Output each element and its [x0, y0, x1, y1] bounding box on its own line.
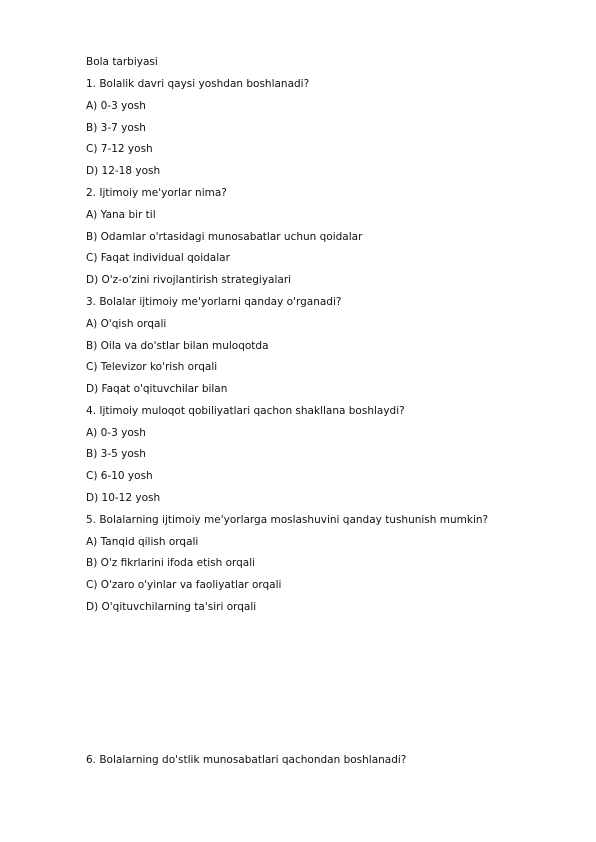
- question-2-option-d: D) O'z-o'zini rivojlantirish strategiyalari: [86, 274, 292, 286]
- question-3-option-d: D) Faqat o'qituvchilar bilan: [86, 383, 228, 395]
- question-2: 2. Ijtimoiy me'yorlar nima?: [86, 187, 227, 199]
- question-1: 1. Bolalik davri qaysi yoshdan boshlanadi?: [86, 78, 310, 90]
- question-4-option-d: D) 10-12 yosh: [86, 492, 161, 504]
- question-2-option-b: B) Odamlar o'rtasidagi munosabatlar uchun qoidalar: [86, 231, 363, 243]
- question-5: 5. Bolalarning ijtimoiy me'yorlarga moslashuvini qanday tushunish mumkin?: [86, 514, 489, 526]
- question-4-option-b: B) 3-5 yosh: [86, 448, 146, 460]
- question-1-option-d: D) 12-18 yosh: [86, 165, 161, 177]
- question-3-option-a: A) O'qish orqali: [86, 318, 167, 330]
- question-5-option-c: C) O'zaro o'yinlar va faoliyatlar orqali: [86, 579, 282, 591]
- question-4-option-c: C) 6-10 yosh: [86, 470, 153, 482]
- question-4: 4. Ijtimoiy muloqot qobiliyatlari qachon shakllana boshlaydi?: [86, 405, 405, 417]
- question-1-option-c: C) 7-12 yosh: [86, 143, 153, 155]
- question-3: 3. Bolalar ijtimoiy me'yorlarni qanday o'rganadi?: [86, 296, 342, 308]
- question-6: 6. Bolalarning do'stlik munosabatlari qachondan boshlanadi?: [86, 754, 407, 766]
- question-2-option-c: C) Faqat individual qoidalar: [86, 252, 230, 264]
- question-3-option-b: B) Oila va do'stlar bilan muloqotda: [86, 340, 269, 352]
- question-5-option-b: B) O'z fikrlarini ifoda etish orqali: [86, 557, 256, 569]
- question-2-option-a: A) Yana bir til: [86, 209, 156, 221]
- document-title: Bola tarbiyasi: [86, 56, 158, 68]
- question-5-option-d: D) O'qituvchilarning ta'siri orqali: [86, 601, 257, 613]
- question-5-option-a: A) Tanqid qilish orqali: [86, 536, 199, 548]
- question-1-option-a: A) 0-3 yosh: [86, 100, 146, 112]
- question-4-option-a: A) 0-3 yosh: [86, 427, 146, 439]
- question-1-option-b: B) 3-7 yosh: [86, 122, 146, 134]
- question-3-option-c: C) Televizor ko'rish orqali: [86, 361, 218, 373]
